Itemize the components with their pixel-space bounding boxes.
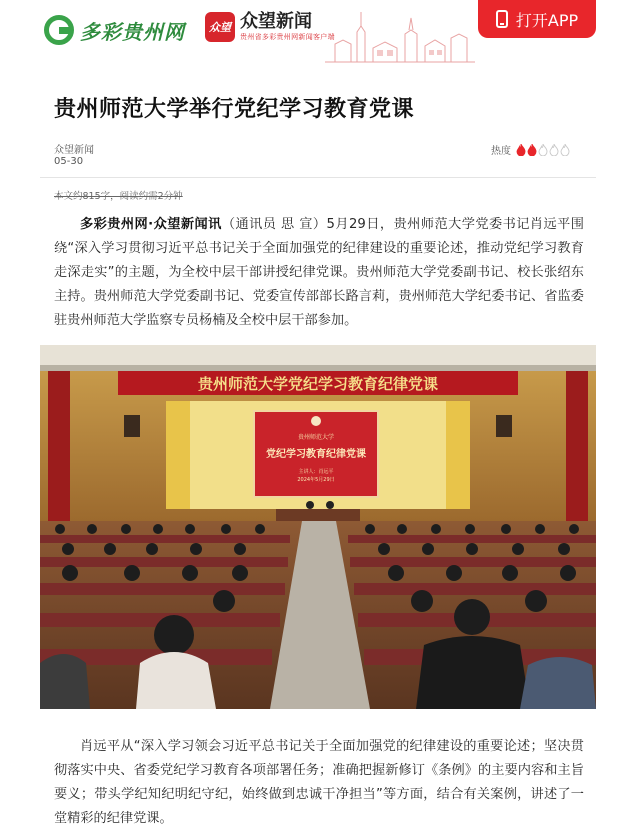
paragraph-1-body: （通讯员 思 宣）5月29日，贵州师范大学党委书记肖远平围绕“深入学习贯彻习近平总书记关于全面加强党的纪律建设的重要论述，推动党纪学习教育走深走实”的主题，为全校中层干部讲授纪律党课。贵州师范大学党委副书记、校长张绍东主持。贵州师范大学党委副书记、党委宣传部部长路言莉，贵州师范大学纪委书记、省监委驻贵州师范大学监察专员杨楠及全校中层干部参加。 <box>54 217 584 328</box>
heat-indicator <box>491 142 570 157</box>
open-app-label: 打开APP <box>515 10 579 30</box>
screen-speaker-text: 主讲人：肖远平 <box>298 469 334 475</box>
flame-icon <box>527 144 537 156</box>
logo2-subtitle: 贵州省多彩贵州网新闻客户端 <box>240 33 335 41</box>
photo-banner-text: 贵州师范大学党纪学习教育纪律党课 <box>197 375 439 393</box>
logo1-text: 多彩贵州网 <box>80 19 185 44</box>
city-skyline-decoration <box>325 4 475 64</box>
flame-icon <box>549 144 559 156</box>
flame-icon <box>560 144 570 156</box>
duocai-guizhou-logo[interactable] <box>44 14 185 46</box>
phone-icon <box>496 10 508 28</box>
article-photo <box>40 345 596 709</box>
lecture-hall-photo <box>40 345 596 709</box>
paragraph-lead: 多彩贵州网·众望新闻讯 <box>80 217 222 232</box>
screen-date-text: 2024年5月29日 <box>297 477 335 483</box>
zhongwang-icon: 众望 <box>205 12 235 42</box>
heat-label: 热度 <box>491 146 511 157</box>
article-paragraph-2: 肖远平从“深入学习领会习近平总书记关于全面加强党的纪律建设的重要论述；坚决贯彻落实中央、省委党纪学习教育各项部署任务；准确把握新修订《条例》的主要内容和主旨要义；带头学纪知纪明纪守纪，始终做到忠诚干净担当”等方面，结合有关案例，讲述了一堂精彩的纪律党课。 <box>54 739 584 826</box>
top-bar <box>0 0 634 68</box>
zhongwang-news-logo[interactable] <box>205 12 335 42</box>
flame-icon <box>538 144 548 156</box>
guizhou-g-icon <box>44 15 74 45</box>
article-title: 贵州师范大学举行党纪学习教育党课 <box>54 97 415 122</box>
header-divider <box>40 177 596 178</box>
article-date: 05-30 <box>54 156 84 167</box>
article-stats: 本文约815字，阅读约需2分钟 <box>54 191 183 202</box>
article-paragraph-1 <box>54 213 584 333</box>
logo2-title: 众望新闻 <box>240 11 312 32</box>
open-app-button[interactable] <box>478 0 596 38</box>
screen-title-text: 党纪学习教育纪律党课 <box>266 449 366 460</box>
article-source: 众望新闻 <box>54 145 94 156</box>
flame-icon <box>516 144 526 156</box>
screen-school-text: 贵州师范大学 <box>297 434 335 441</box>
